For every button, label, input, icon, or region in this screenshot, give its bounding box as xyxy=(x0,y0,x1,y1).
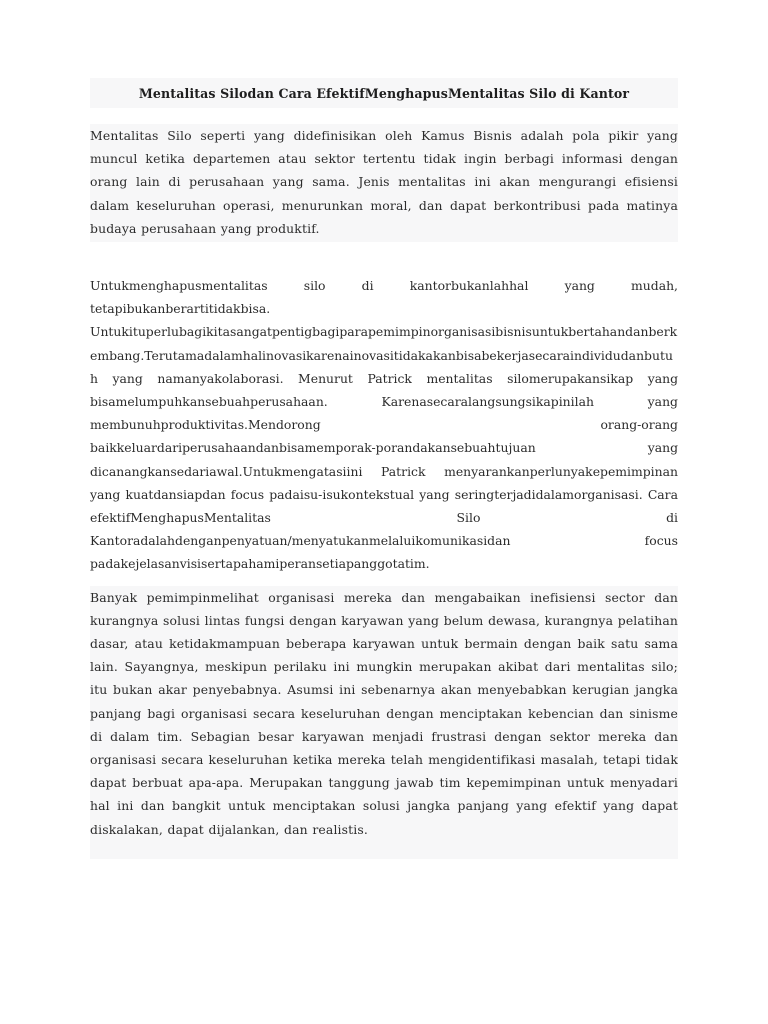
paragraph-2: Untukmenghapusmentalitas silo di kantorbukanlahhal yang mudah, tetapibukanberartitidakbisa. Untukituperlubagikitasangatpentigbagiparapemimpinorganisasibisnisuntukbertahandanberkembang.Terutamadalamhalinovasikarenainovasitidakakanbisabekerjasecaraindividudanbutuh yang namanyakolaborasi. Menurut Patrick mentalitas silomerupakansikap yang bisamelumpuhkansebuahperusahaan. Karenasecaralangsungsikapinilah yang membunuhproduktivitas.Mendorong orang-orang baikkeluardariperusahaandanbisamemporak-porandakansebuahtujuan yang dicanangkansedariawal.Untukmengatasiini Patrick menyarankanperlunyakepemimpinan yang kuatdansiapdan focus padaisu-isukontekstual yang seringterjadidalamorganisasi. Cara efektifMenghapusMentalitas Silo di Kantoradalahdenganpenyatuan/menyatukanmelaluikomunikasidan focus padakejelasanvisisertapahamiperansetiapanggotatim. xyxy=(90,278,678,572)
paragraph-1: Mentalitas Silo seperti yang didefinisikan oleh Kamus Bisnis adalah pola pikir yang muncul ketika departemen atau sektor tertentu tidak ingin berbagi informasi dengan orang lain di perusahaan yang sama. Jenis mentalitas ini akan mengurangi efisiensi dalam keseluruhan operasi, menurunkan moral, dan dapat berkontribusi pada matinya budaya perusahaan yang produktif. xyxy=(90,124,678,242)
paragraph-gap xyxy=(90,242,678,274)
title-band xyxy=(90,78,678,108)
document-title: Mentalitas Silodan Cara EfektifMenghapusMentalitas Silo di Kantor xyxy=(138,85,630,101)
paragraph-3: Banyak pemimpinmelihat organisasi mereka dan mengabaikan inefisiensi sector dan kurangnya solusi lintas fungsi dengan karyawan yang belum dewasa, kurangnya pelatihan dasar, atau ketidakmampuan beberapa karyawan untuk bermain dengan baik satu sama lain. Sayangnya, meskipun perilaku ini mungkin merupakan akibat dari mentalitas silo; itu bukan akar penyebabnya. Asumsi ini sebenarnya akan menyebabkan kerugian jangka panjang bagi organisasi secara keseluruhan dengan menciptakan kebencian dan sinisme di dalam tim. Sebagian besar karyawan menjadi frustrasi dengan sektor mereka dan organisasi secara keseluruhan ketika mereka telah mengidentifikasi masalah, tetapi tidak dapat berbuat apa-apa. Merupakan tanggung jawab tim kepemimpinan untuk menyadari hal ini dan bangkit untuk menciptakan solusi jangka panjang yang efektif yang dapat diskalakan, dapat dijalankan, dan realistis. xyxy=(90,586,678,859)
document-page xyxy=(90,78,678,859)
